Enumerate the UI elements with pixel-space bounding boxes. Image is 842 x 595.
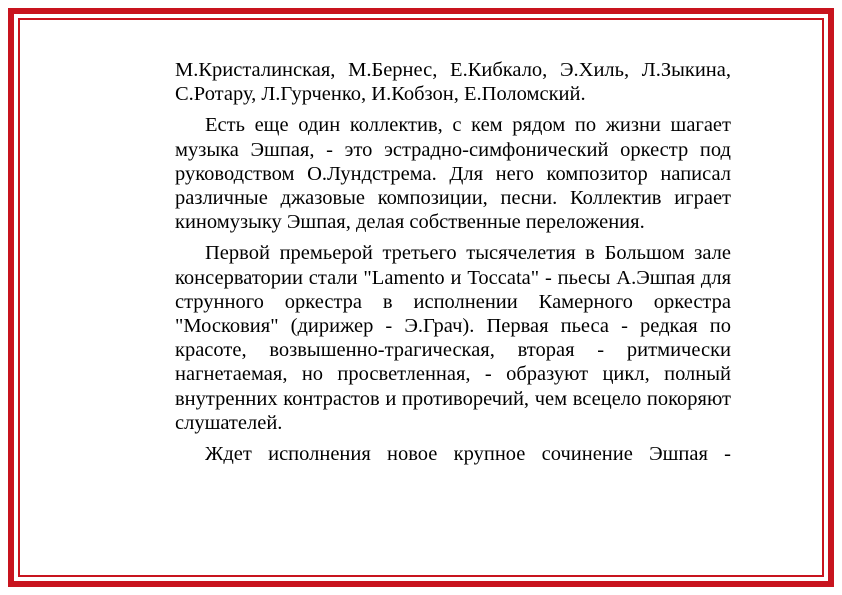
- paragraph-new-work: Ждет исполнения новое крупное сочинение Эшпая -: [205, 443, 731, 466]
- paragraph-premiere: Первой премьерой третьего тысячелетия в Большом зале консерватории стали "Lamento и Toccata" - пьесы А.Эшпая для струнного оркестра в исполнении Камерного оркестра "Московия" (дирижер - Э.Грач). Первая пьеса - редкая по красоте, возвышенно-трагическая, вторая - ритмически нагнетаемая, но просветленная, - образуют цикл, полный внутренних контрастов и противоречий, чем всецело покоряют слушателей.: [175, 242, 731, 434]
- paragraph-singers-list: М.Кристалинская, М.Бернес, Е.Кибкало, Э.Хиль, Л.Зыкина, С.Ротару, Л.Гурченко, И.Кобзон, Е.Поломский.: [175, 59, 731, 106]
- body-text: [175, 58, 731, 473]
- paragraph-lundstrem-orchestra: Есть еще один коллектив, с кем рядом по жизни шагает музыка Эшпая, - это эстрадно-симфонический оркестр под руководством О.Лундстрема. Для него композитор написал различные джазовые композиции, песни. Коллектив играет киномузыку Эшпая, делая собственные переложения.: [175, 114, 731, 234]
